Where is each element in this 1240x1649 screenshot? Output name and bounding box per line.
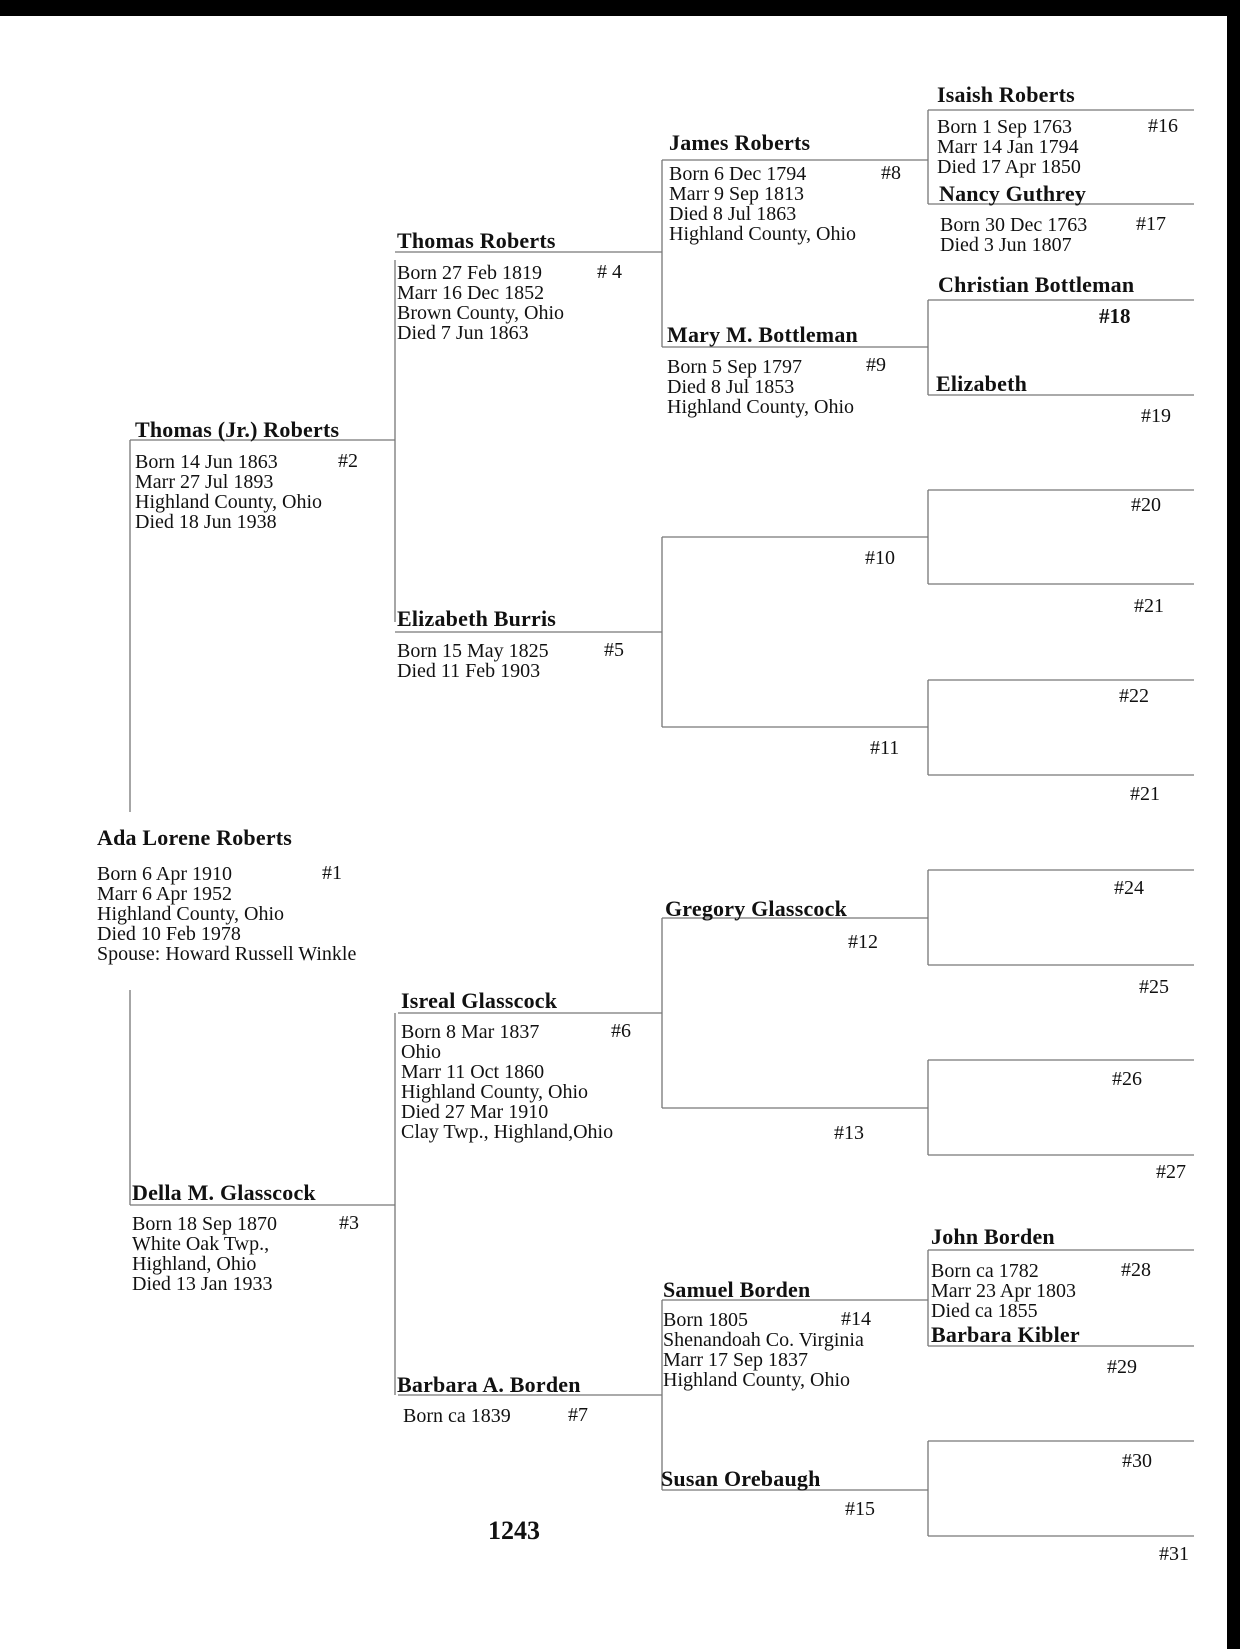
person-2-detail: Died 18 Jun 1938 [135,511,277,533]
person-31-number: #31 [1159,1543,1189,1565]
person-3-detail: Highland, Ohio [132,1253,257,1275]
person-9-number: #9 [866,354,886,376]
person-13-number: #13 [834,1122,864,1144]
person-16-details [937,117,1081,177]
person-11-number: #11 [870,737,900,759]
person-16-number: #16 [1148,115,1178,137]
person-4-detail: Marr 16 Dec 1852 [397,282,545,304]
person-14-number: #14 [841,1308,871,1330]
person-14-detail: Shenandoah Co. Virginia [663,1329,864,1351]
person-7-number: #7 [568,1404,588,1426]
person-7-detail: Born ca 1839 [403,1405,511,1427]
person-3-detail: Born 18 Sep 1870 [132,1213,277,1235]
person-9-name: Mary M. Bottleman [667,322,858,347]
person-3-details [132,1214,277,1294]
person-8-name: James Roberts [669,130,811,155]
person-2-detail: Marr 27 Jul 1893 [135,471,274,493]
person-2-detail: Born 14 Jun 1863 [135,451,278,473]
person-26-number: #26 [1112,1068,1142,1090]
person-6-detail: Ohio [401,1041,441,1063]
person-16-detail: Marr 14 Jan 1794 [937,136,1079,158]
person-12-name: Gregory Glasscock [665,896,848,921]
person-29-number: #29 [1107,1356,1137,1378]
person-17-name: Nancy Guthrey [939,181,1087,206]
person-8-detail: Marr 9 Sep 1813 [669,183,804,205]
person-3-detail: White Oak Twp., [132,1233,270,1255]
person-6-details [401,1022,613,1142]
person-3-name: Della M. Glasscock [132,1180,316,1205]
person-2-number: #2 [338,450,358,472]
person-1-detail: Marr 6 Apr 1952 [97,883,232,905]
person-27-number: #27 [1156,1161,1186,1183]
person-28-detail: Marr 23 Apr 1803 [931,1280,1076,1302]
person-8-details [669,164,856,244]
person-4-details [397,263,564,343]
person-4-detail: Brown County, Ohio [397,302,565,324]
person-1-details [97,864,356,964]
person-16-detail: Died 17 Apr 1850 [937,156,1081,178]
person-1-name: Ada Lorene Roberts [97,825,293,850]
person-28-details [931,1261,1076,1321]
person-5-detail: Died 11 Feb 1903 [397,660,541,682]
page-number: 1243 [488,1516,540,1545]
person-17-detail: Died 3 Jun 1807 [940,234,1072,256]
person-6-detail: Born 8 Mar 1837 [401,1021,540,1043]
person-16-name: Isaish Roberts [937,82,1075,107]
person-16-detail: Born 1 Sep 1763 [937,116,1072,138]
person-28-detail: Born ca 1782 [931,1260,1039,1282]
person-3-number: #3 [339,1212,359,1234]
person-9-detail: Died 8 Jul 1853 [667,376,795,398]
person-22-number: #22 [1119,685,1149,707]
person-17-detail: Born 30 Dec 1763 [940,214,1088,236]
person-1-detail: Spouse: Howard Russell Winkle [97,943,357,965]
person-5-detail: Born 15 May 1825 [397,640,549,662]
person-14-detail: Marr 17 Sep 1837 [663,1349,808,1371]
person-23-number: #21 [1130,783,1160,805]
person-1-number: #1 [322,862,342,884]
person-14-details [663,1310,864,1390]
person-6-detail: Marr 11 Oct 1860 [401,1061,545,1083]
person-5-number: #5 [604,639,624,661]
person-7-name: Barbara A. Borden [397,1372,581,1397]
person-10-number: #10 [865,547,895,569]
person-3-detail: Died 13 Jan 1933 [132,1273,273,1295]
person-15-number: #15 [845,1498,875,1520]
person-6-number: #6 [611,1020,631,1042]
person-5-name: Elizabeth Burris [397,606,557,631]
person-6-detail: Highland County, Ohio [401,1081,589,1103]
person-1-detail: Born 6 Apr 1910 [97,863,232,885]
person-2-details [135,452,322,532]
person-8-number: #8 [881,162,901,184]
person-21-number: #21 [1134,595,1164,617]
person-1-detail: Highland County, Ohio [97,903,285,925]
person-17-number: #17 [1136,213,1166,235]
person-1-detail: Died 10 Feb 1978 [97,923,241,945]
person-4-name: Thomas Roberts [397,228,556,253]
person-28-number: #28 [1121,1259,1151,1281]
person-4-detail: Born 27 Feb 1819 [397,262,542,284]
person-6-detail: Died 27 Mar 1910 [401,1101,549,1123]
person-14-name: Samuel Borden [663,1277,811,1302]
person-12-number: #12 [848,931,878,953]
person-14-detail: Born 1805 [663,1309,748,1331]
person-25-number: #25 [1139,976,1169,998]
person-2-detail: Highland County, Ohio [135,491,323,513]
person-6-name: Isreal Glasscock [401,988,558,1013]
person-4-number: # 4 [597,261,622,283]
person-17-details [940,215,1087,255]
person-14-detail: Highland County, Ohio [663,1369,851,1391]
person-19-number: #19 [1141,405,1171,427]
person-8-detail: Died 8 Jul 1863 [669,203,797,225]
person-4-detail: Died 7 Jun 1863 [397,322,529,344]
person-9-detail: Born 5 Sep 1797 [667,356,802,378]
person-30-number: #30 [1122,1450,1152,1472]
person-18-number: #18 [1099,304,1131,328]
person-2-name: Thomas (Jr.) Roberts [135,417,340,442]
person-24-number: #24 [1114,877,1144,899]
person-6-detail: Clay Twp., Highland,Ohio [401,1121,614,1143]
person-29-name: Barbara Kibler [931,1322,1080,1347]
person-28-detail: Died ca 1855 [931,1300,1038,1322]
person-19-name: Elizabeth [936,371,1028,396]
person-18-name: Christian Bottleman [938,272,1135,297]
person-28-name: John Borden [931,1224,1055,1249]
person-7-details [403,1406,511,1426]
person-20-number: #20 [1131,494,1161,516]
person-9-details [667,357,854,417]
person-8-detail: Highland County, Ohio [669,223,857,245]
person-15-name: Susan Orebaugh [661,1466,821,1491]
person-5-details [397,641,549,681]
person-8-detail: Born 6 Dec 1794 [669,163,807,185]
person-9-detail: Highland County, Ohio [667,396,855,418]
